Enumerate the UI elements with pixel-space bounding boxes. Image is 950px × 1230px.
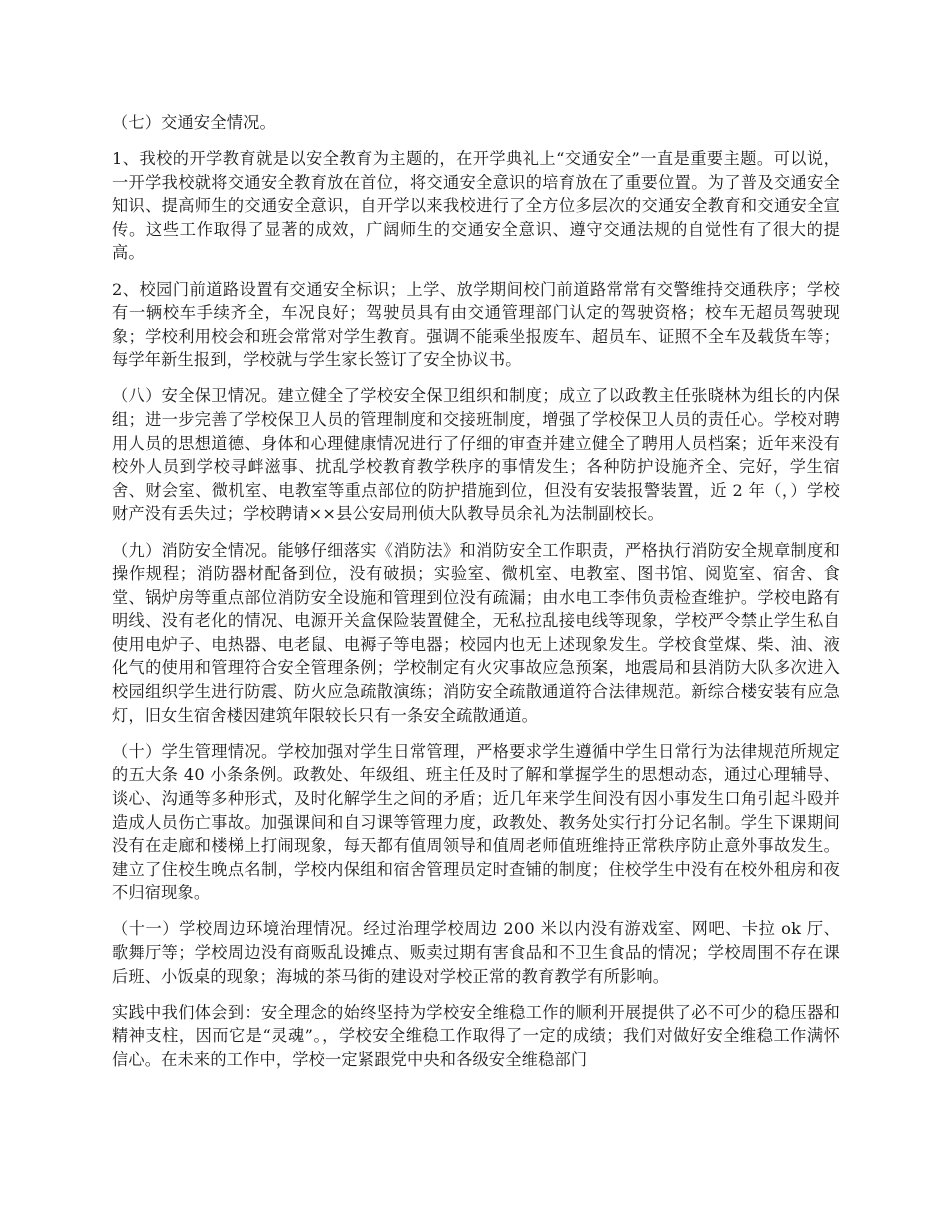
paragraph-surrounding-environment: （十一）学校周边环境治理情况。经过治理学校周边 200 米以内没有游戏室、网吧、卡拉 ok 厅、歌舞厅等；学校周边没有商贩乱设摊点、贩卖过期有害食品和不卫生食品的情况；学校周围不存在课后班、小饭桌的现象；海城的茶马街的建设对学校正常的教育教学有所影响。 <box>112 919 840 986</box>
paragraph-conclusion: 实践中我们体会到：安全理念的始终坚持为学校安全维稳工作的顺利开展提供了必不可少的稳压器和精神支柱，因而它是“灵魂”。，学校安全维稳工作取得了一定的成绩；我们对做好安全维稳工作满怀信心。在未来的工作中，学校一定紧跟党中央和各级安全维稳部门 <box>112 1002 840 1069</box>
paragraph-traffic-education: 1、我校的开学教育就是以安全教育为主题的，在开学典礼上“交通安全”一直是重要主题。可以说，一开学我校就将交通安全教育放在首位，将交通安全意识的培育放在了重要位置。为了普及交通安全知识、提高师生的交通安全意识，自开学以来我校进行了全方位多层次的交通安全教育和交通安全宣传。这些工作取得了显著的成效，广阔师生的交通安全意识、遵守交通法规的自觉性有了很大的提高。 <box>112 149 840 263</box>
section-heading-traffic-safety: （七）交通安全情况。 <box>112 113 276 132</box>
paragraph-security: （八）安全保卫情况。建立健全了学校安全保卫组织和制度；成立了以政教主任张晓林为组长的内保组；进一步完善了学校保卫人员的管理制度和交接班制度，增强了学校保卫人员的责任心。学校对聘用人员的思想道德、身体和心理健康情况进行了仔细的审查并建立健全了聘用人员档案；近年来没有校外人员到学校寻衅滋事、扰乱学校教育教学秩序的事情发生；各种防护设施齐全、完好，学生宿舍、财会室、微机室、电教室等重点部位的防护措施到位，但没有安装报警装置，近 2 年（，）学校财产没有丢失过；学校聘请××县公安局刑侦大队教导员余礼为法制副校长。 <box>112 386 840 524</box>
paragraph-student-management: （十）学生管理情况。学校加强对学生日常管理，严格要求学生遵循中学生日常行为法律规范所规定的五大条 40 小条条例。政教处、年级组、班主任及时了解和掌握学生的思想动态，通过心理辅导、谈心、沟通等多种形式，及时化解学生之间的矛盾；近几年来学生间没有因小事发生口角引起斗殴并造成人员伤亡事故。加强课间和自习课等管理力度，政教处、教务处实行打分记名制。学生下课期间没有在走廊和楼梯上打闹现象，每天都有值周领导和值周老师值班维持正常秩序防止意外事故发生。建立了住校生晚点名制，学校内保组和宿舍管理员定时查铺的制度；住校学生中没有在校外租房和夜不归宿现象。 <box>112 741 840 903</box>
paragraph-traffic-road: 2、校园门前道路设置有交通安全标识；上学、放学期间校门前道路常常有交警维持交通秩序；学校有一辆校车手续齐全，车况良好；驾驶员具有由交通管理部门认定的驾驶资格；校车无超员驾驶现象；学校利用校会和班会常常对学生教育。强调不能乘坐报废车、超员车、证照不全车及载货车等；每学年新生报到，学校就与学生家长签订了安全协议书。 <box>112 279 840 370</box>
document-body <box>112 111 840 1084</box>
paragraph-fire-safety: （九）消防安全情况。能够仔细落实《消防法》和消防安全工作职责，严格执行消防安全规章制度和操作规程；消防器材配备到位，没有破损；实验室、微机室、电教室、图书馆、阅览室、宿舍、食堂、锅炉房等重点部位消防安全设施和管理到位没有疏漏；由水电工李伟负责检查维护。学校电路有明线、没有老化的情况、电源开关盒保险装置健全，无私拉乱接电线等现象，学校严令禁止学生私自使用电炉子、电热器、电老鼠、电褥子等电器；校园内也无上述现象发生。学校食堂煤、柴、油、液化气的使用和管理符合安全管理条例；学校制定有火灾事故应急预案，地震局和县消防大队多次进入校园组织学生进行防震、防火应急疏散演练；消防安全疏散通道符合法律规范。新综合楼安装有应急灯，旧女生宿舍楼因建筑年限较长只有一条安全疏散通道。 <box>112 540 840 725</box>
